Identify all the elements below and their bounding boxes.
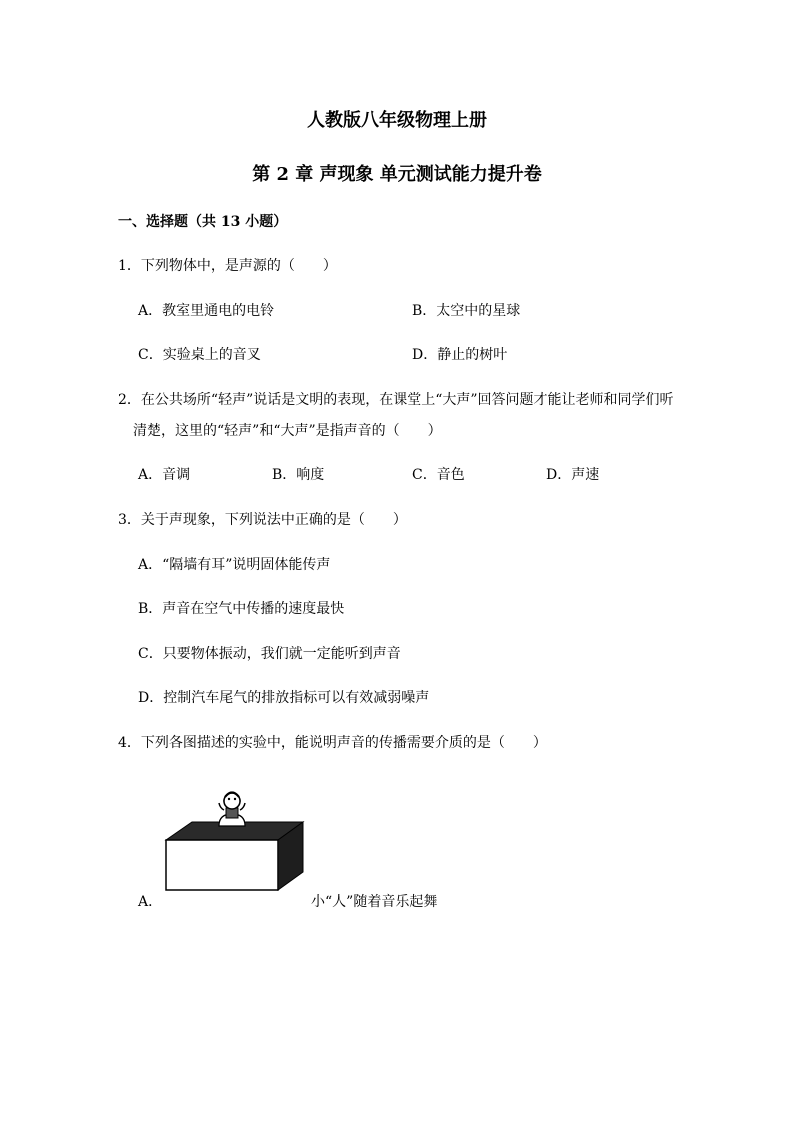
question-3-option-b: B．声音在空气中传播的速度最快 [138, 601, 345, 617]
section-heading: 一、选择题（共 13 小题） [118, 214, 288, 230]
question-1-stem: 1．下列物体中，是声源的（ ） [118, 258, 337, 274]
document-subtitle: 第 2 章 声现象 单元测试能力提升卷 [252, 164, 542, 185]
question-4-option-a: A． [138, 894, 163, 910]
question-1-option-b: B．太空中的星球 [412, 303, 521, 319]
question-2-stem-line1: 2．在公共场所“轻声”说话是文明的表现，在课堂上“大声”回答问题才能让老师和同学们听 [118, 392, 674, 408]
question-2-option-b: B．响度 [272, 467, 325, 483]
question-1-option-d: D．静止的树叶 [412, 347, 508, 363]
question-2-option-c: C．音色 [412, 467, 465, 483]
question-2-option-a: A．音调 [138, 467, 191, 483]
question-2-option-d: D．声速 [546, 467, 600, 483]
question-3-option-c: C．只要物体振动，我们就一定能听到声音 [138, 646, 401, 662]
question-2-stem-line2: 清楚，这里的“轻声”和“大声”是指声音的（ ） [133, 423, 442, 439]
question-4-option-a-caption: 小“人”随着音乐起舞 [311, 894, 438, 910]
question-4-stem: 4．下列各图描述的实验中，能说明声音的传播需要介质的是（ ） [118, 735, 547, 751]
question-3-option-a: A．“隔墙有耳”说明固体能传声 [138, 557, 331, 573]
question-3-stem: 3．关于声现象，下列说法中正确的是（ ） [118, 512, 407, 528]
document-title: 人教版八年级物理上册 [307, 110, 487, 131]
question-1-option-c: C．实验桌上的音叉 [138, 347, 261, 363]
dancing-figure-box-illustration [160, 786, 310, 892]
question-3-option-d: D．控制汽车尾气的排放指标可以有效减弱噪声 [138, 690, 430, 706]
question-1-option-a: A．教室里通电的电铃 [138, 303, 275, 319]
